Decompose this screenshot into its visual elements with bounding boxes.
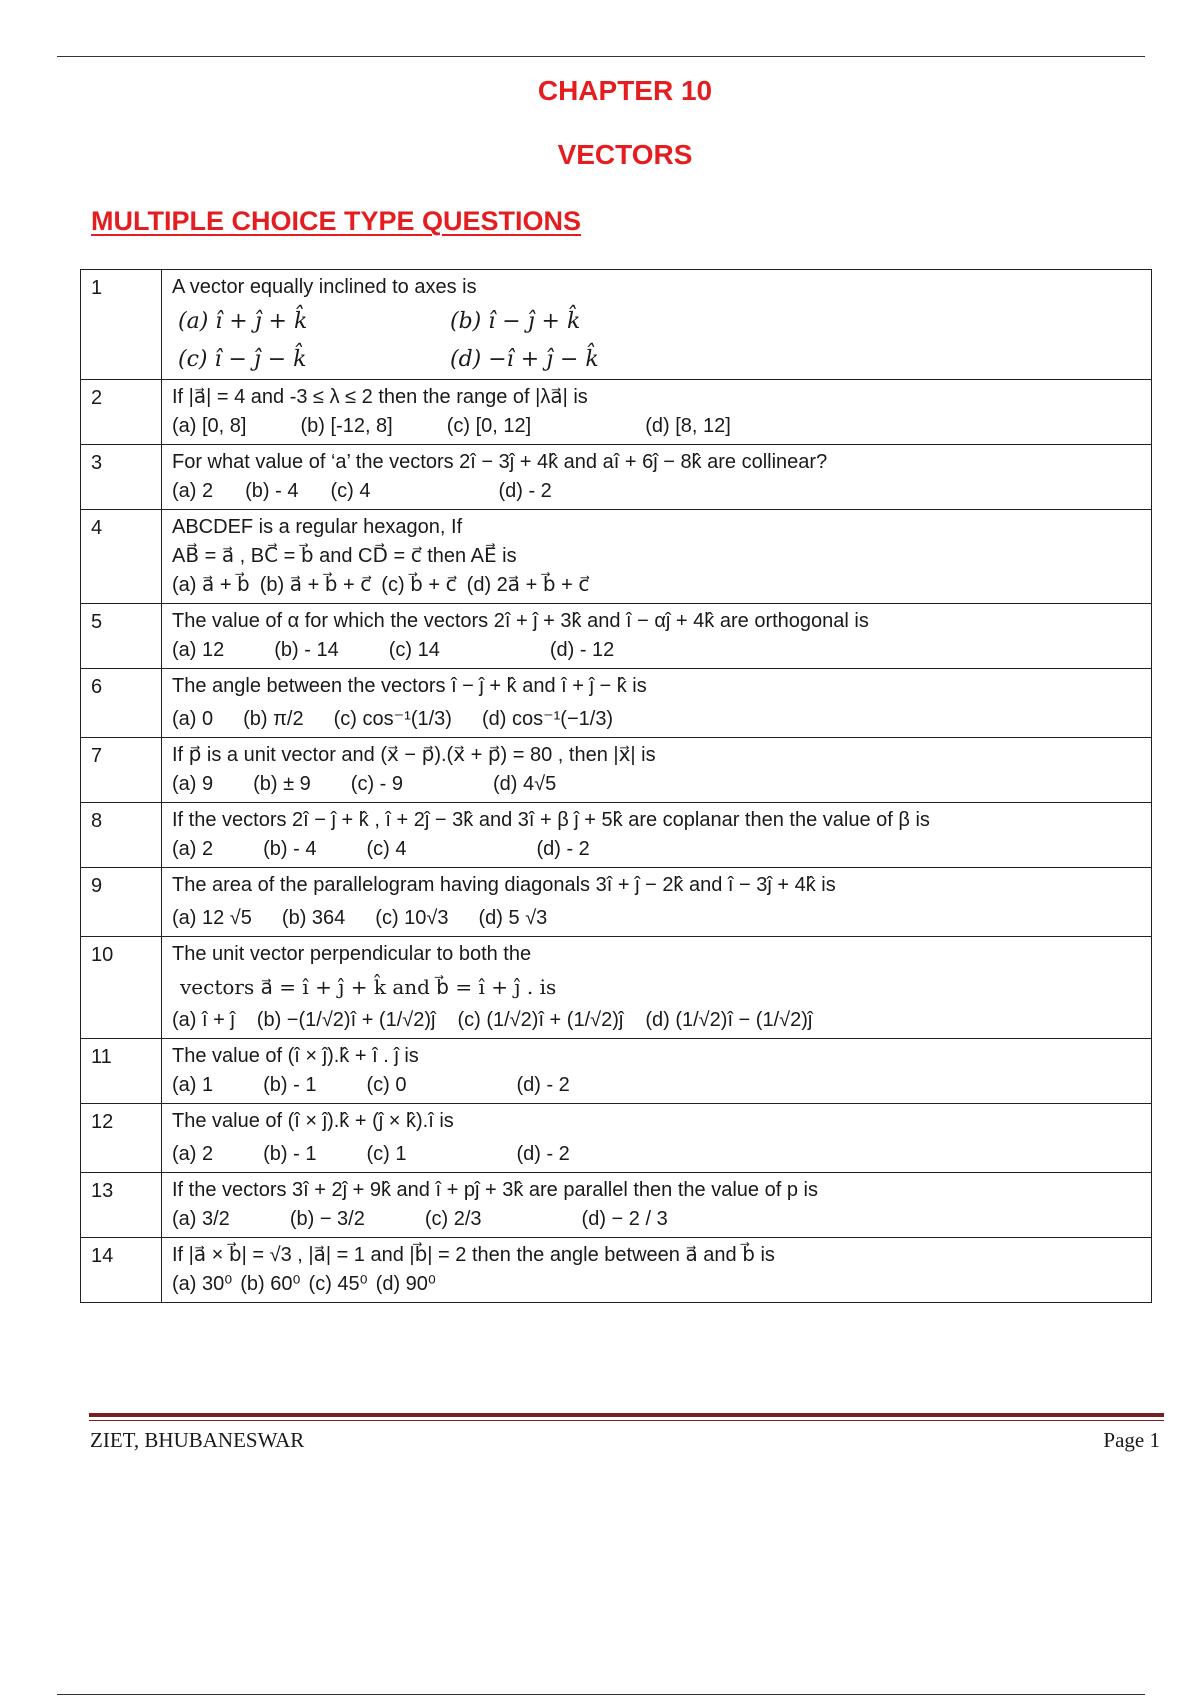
question-text: If the vectors 3î + 2ĵ + 9k̂ and î + pĵ + 3k̂ are parallel then the value of p is — [172, 1178, 818, 1201]
question-cell — [162, 1237, 1152, 1302]
question-cell — [162, 802, 1152, 867]
options — [172, 1006, 1143, 1035]
question-number: 8 — [81, 802, 162, 867]
option-b: (b) - 4 — [245, 479, 299, 502]
question-text: If p⃗ is a unit vector and (x⃗ − p⃗).(x⃗ + p⃗) = 80 , then |x⃗| is — [172, 743, 656, 766]
question-number: 5 — [81, 603, 162, 668]
options — [172, 477, 1143, 506]
option-c: (c) 1 — [366, 1142, 407, 1165]
option-d: (d) 90⁰ — [375, 1272, 436, 1295]
option-a: (a) 0 — [172, 707, 214, 730]
option-b: (b) - 4 — [263, 837, 317, 860]
footer-institution: ZIET, BHUBANESWAR — [90, 1428, 305, 1452]
question-row — [81, 444, 1152, 509]
option-a: (a) 2 — [172, 1142, 214, 1165]
option-a: (a) a⃗ + b⃗ — [172, 573, 250, 596]
question-cell — [162, 936, 1152, 1038]
option-c: (c) cos⁻¹(1/3) — [333, 707, 452, 730]
question-text: If |a⃗ × b⃗| = √3 , |a⃗| = 1 and |b⃗| = 2 then the angle between a⃗ and b⃗ is — [172, 1243, 775, 1266]
question-text: The value of (î × ĵ).k̂ + î . ĵ is — [172, 1044, 419, 1067]
option-c: (c) 14 — [388, 638, 440, 661]
option-d: (d) - 2 — [536, 837, 590, 860]
question-row — [81, 802, 1152, 867]
option-c: (c) 4 — [330, 479, 371, 502]
footer-rule-thin — [89, 1420, 1164, 1421]
subject-heading: VECTORS — [557, 139, 693, 170]
footer-rule-thick — [89, 1413, 1164, 1417]
question-cell — [162, 270, 1152, 380]
question-number: 4 — [81, 509, 162, 603]
section-heading: MULTIPLE CHOICE TYPE QUESTIONS — [91, 206, 582, 236]
question-text: The angle between the vectors î − ĵ + k̂ and î + ĵ − k̂ is — [172, 674, 647, 697]
question-text-line2: vectors a⃗ = î + ĵ + k̂ and b⃗ = î + ĵ . is — [180, 974, 557, 999]
option-c: (c) 10√3 — [375, 906, 449, 929]
option-c: (c) 0 — [366, 1073, 407, 1096]
question-cell — [162, 509, 1152, 603]
options — [172, 412, 1143, 441]
question-cell — [162, 867, 1152, 936]
options — [178, 306, 1143, 376]
question-row — [81, 603, 1152, 668]
option-c: (c) (1/√2)î + (1/√2)ĵ — [457, 1008, 624, 1031]
option-d: (d) - 2 — [516, 1073, 570, 1096]
options — [172, 1270, 1143, 1299]
question-cell — [162, 1172, 1152, 1237]
option-c: (c) 2/3 — [424, 1207, 482, 1230]
question-row — [81, 668, 1152, 737]
question-cell — [162, 379, 1152, 444]
question-cell — [162, 603, 1152, 668]
question-text: ABCDEF is a regular hexagon, If — [172, 515, 463, 538]
option-d: (d) 4√5 — [493, 772, 557, 795]
question-text: The unit vector perpendicular to both the — [172, 942, 532, 965]
question-row — [81, 1103, 1152, 1172]
option-c: (c) - 9 — [350, 772, 403, 795]
option-b: (b) - 1 — [263, 1142, 317, 1165]
question-cell — [162, 737, 1152, 802]
option-b: (b) a⃗ + b⃗ + c⃗ — [259, 573, 372, 596]
question-text: The value of (î × ĵ).k̂ + (ĵ × k̂).î is — [172, 1109, 454, 1132]
options — [172, 1071, 1143, 1100]
page-number: Page 1 — [1103, 1428, 1160, 1452]
question-text: The value of α for which the vectors 2î + ĵ + 3k̂ and î − αĵ + 4k̂ are orthogonal is — [172, 609, 869, 632]
questions-table — [80, 269, 1152, 1303]
option-d: (d) (1/√2)î − (1/√2)ĵ — [645, 1008, 813, 1031]
options — [172, 636, 1143, 665]
question-text: If |a⃗| = 4 and -3 ≤ λ ≤ 2 then the range of |λa⃗| is — [172, 385, 588, 408]
option-a: (a) î + ĵ + k̂ — [178, 309, 308, 334]
option-a: (a) 2 — [172, 837, 214, 860]
question-row — [81, 379, 1152, 444]
options — [172, 770, 1143, 799]
option-a: (a) 30⁰ — [172, 1272, 233, 1295]
option-d: (d) 2a⃗ + b⃗ + c⃗ — [466, 573, 590, 596]
question-row — [81, 936, 1152, 1038]
option-b: (b) - 14 — [274, 638, 339, 661]
question-text: For what value of ‘a’ the vectors 2î − 3ĵ + 4k̂ and aî + 6ĵ − 8k̂ are collinear? — [172, 450, 828, 473]
option-b: (b) 60⁰ — [240, 1272, 301, 1295]
question-number: 14 — [81, 1237, 162, 1302]
option-c: (c) 45⁰ — [308, 1272, 368, 1295]
question-cell — [162, 444, 1152, 509]
option-b: (b) î − ĵ + k̂ — [450, 309, 581, 334]
options — [172, 571, 1143, 600]
question-cell — [162, 1038, 1152, 1103]
chapter-heading: CHAPTER 10 — [537, 75, 713, 106]
option-b: (b) − 3/2 — [289, 1207, 365, 1230]
option-b: (b) - 1 — [263, 1073, 317, 1096]
question-row — [81, 1172, 1152, 1237]
options — [172, 835, 1143, 864]
options — [172, 705, 1143, 734]
options — [172, 1140, 1143, 1169]
option-a: (a) 12 — [172, 638, 225, 661]
option-b: (b) π/2 — [243, 707, 304, 730]
top-rule — [57, 56, 1145, 57]
question-row — [81, 737, 1152, 802]
option-a: (a) 1 — [172, 1073, 214, 1096]
option-b: (b) 364 — [281, 906, 346, 929]
question-row — [81, 1038, 1152, 1103]
question-number: 11 — [81, 1038, 162, 1103]
question-row — [81, 509, 1152, 603]
option-c: (c) b⃗ + c⃗ — [381, 573, 457, 596]
option-c: (c) [0, 12] — [446, 414, 532, 437]
option-c: (c) 4 — [366, 837, 407, 860]
question-number: 9 — [81, 867, 162, 936]
option-a: (a) 9 — [172, 772, 214, 795]
option-d: (d) - 2 — [498, 479, 552, 502]
option-b: (b) −(1/√2)î + (1/√2)ĵ — [256, 1008, 436, 1031]
option-a: (a) 2 — [172, 479, 214, 502]
question-cell — [162, 1103, 1152, 1172]
question-number: 13 — [81, 1172, 162, 1237]
option-d: (d) − 2 / 3 — [581, 1207, 668, 1230]
option-b: (b) [-12, 8] — [300, 414, 393, 437]
question-row — [81, 867, 1152, 936]
bottom-rule — [57, 1694, 1145, 1695]
question-number: 7 — [81, 737, 162, 802]
question-number: 10 — [81, 936, 162, 1038]
option-a: (a) î + ĵ — [172, 1008, 235, 1031]
option-a: (a) 12 √5 — [172, 906, 252, 929]
option-c: (c) î − ĵ − k̂ — [178, 346, 307, 372]
question-text: A vector equally inclined to axes is — [172, 276, 477, 298]
question-row — [81, 270, 1152, 380]
option-d: (d) 5 √3 — [478, 906, 548, 929]
question-number: 2 — [81, 379, 162, 444]
question-number: 12 — [81, 1103, 162, 1172]
option-a: (a) 3/2 — [172, 1207, 230, 1230]
question-text: If the vectors 2î − ĵ + k̂ , î + 2ĵ − 3k̂ and 3î + β ĵ + 5k̂ are coplanar then the value of β is — [172, 808, 930, 831]
question-number: 1 — [81, 270, 162, 380]
question-row — [81, 1237, 1152, 1302]
options — [172, 904, 1143, 933]
option-d: (d) - 12 — [549, 638, 615, 661]
question-text: The area of the parallelogram having diagonals 3î + ĵ − 2k̂ and î − 3ĵ + 4k̂ is — [172, 873, 836, 896]
option-d: (d) −î + ĵ − k̂ — [450, 346, 599, 372]
option-d: (d) - 2 — [516, 1142, 570, 1165]
question-number: 3 — [81, 444, 162, 509]
option-d: (d) [8, 12] — [645, 414, 731, 437]
option-a: (a) [0, 8] — [172, 414, 247, 437]
question-cell — [162, 668, 1152, 737]
option-d: (d) cos⁻¹(−1/3) — [481, 707, 614, 730]
options — [172, 1205, 1143, 1234]
option-b: (b) ± 9 — [253, 772, 311, 795]
question-text-line2: AB⃗ = a⃗ , BC⃗ = b⃗ and CD⃗ = c⃗ then AE⃗ is — [172, 544, 517, 567]
question-number: 6 — [81, 668, 162, 737]
